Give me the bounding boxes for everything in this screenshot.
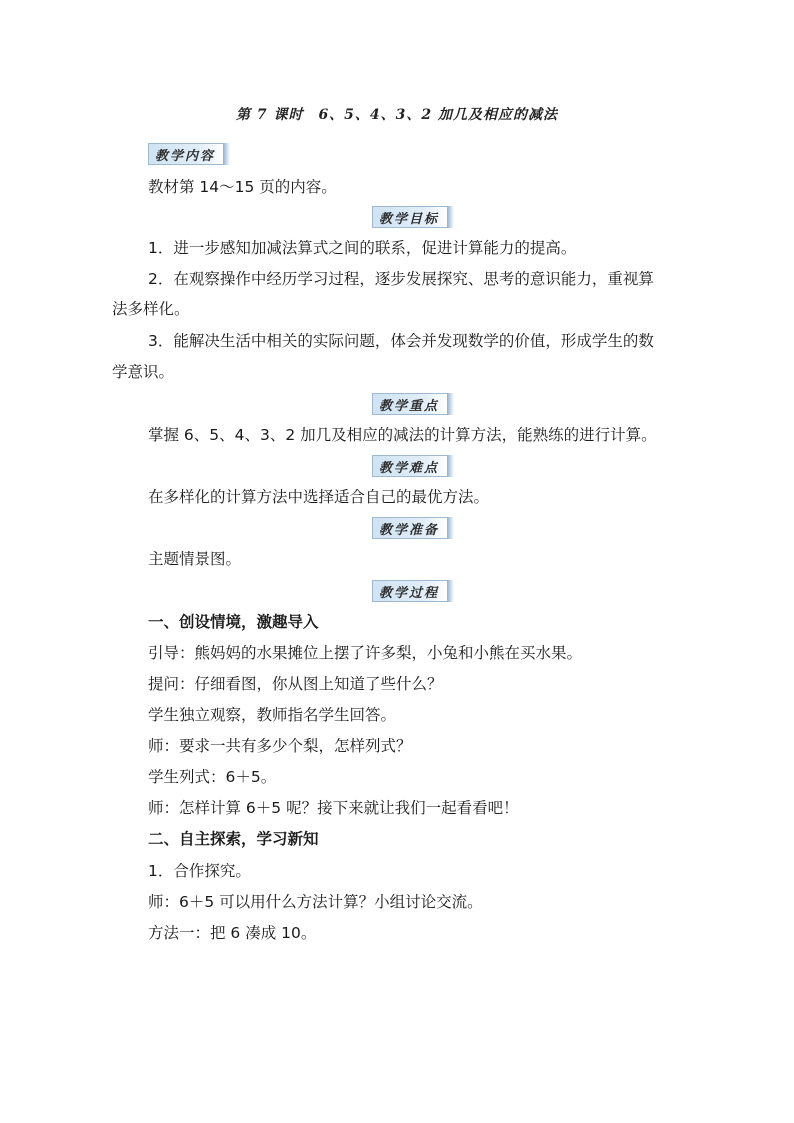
keypoint-text: 掌握 6、5、4、3、2 加几及相应的减法的计算方法，能熟练的进行计算。 — [148, 426, 657, 444]
section-label-keypoint: 教学重点 — [372, 393, 447, 415]
goal-2-line-2: 法多样化。 — [112, 300, 190, 318]
process-line-6: 师：怎样计算 6＋5 呢？接下来就让我们一起看看吧！ — [148, 799, 519, 817]
process-line-4: 师：要求一共有多少个梨，怎样列式？ — [148, 737, 412, 755]
process-line-8: 师：6＋5 可以用什么方法计算？小组讨论交流。 — [148, 893, 483, 911]
content-text: 教材第 14～15 页的内容。 — [148, 178, 337, 196]
process-line-1: 引导：熊妈妈的水果摊位上摆了许多梨，小兔和小熊在买水果。 — [148, 644, 583, 662]
process-line-7: 1．合作探究。 — [148, 862, 251, 880]
goal-3-line-2: 学意识。 — [112, 363, 175, 381]
section-label-process: 教学过程 — [372, 580, 447, 602]
prep-text: 主题情景图。 — [148, 550, 242, 568]
lesson-title: 第 7 课时 6、5、4、3、2 加几及相应的减法 — [235, 107, 559, 123]
process-heading-1: 一、创设情境，激趣导入 — [148, 613, 319, 631]
process-line-3: 学生独立观察，教师指名学生回答。 — [148, 706, 397, 724]
section-label-content: 教学内容 — [148, 143, 223, 165]
process-heading-2: 二、自主探索，学习新知 — [148, 830, 319, 848]
goal-2-line-1: 2．在观察操作中经历学习过程，逐步发展探究、思考的意识能力，重视算 — [148, 270, 654, 288]
difficulty-text: 在多样化的计算方法中选择适合自己的最优方法。 — [148, 488, 490, 506]
process-line-9: 方法一：把 6 凑成 10。 — [148, 924, 317, 942]
process-line-5: 学生列式：6＋5。 — [148, 768, 277, 786]
goal-3-line-1: 3．能解决生活中相关的实际问题，体会并发现数学的价值，形成学生的数 — [148, 332, 654, 350]
section-label-difficulty: 教学难点 — [372, 455, 447, 477]
goal-1: 1．进一步感知加减法算式之间的联系，促进计算能力的提高。 — [148, 239, 577, 257]
section-label-goals: 教学目标 — [372, 206, 447, 228]
process-line-2: 提问：仔细看图，你从图上知道了些什么？ — [148, 675, 443, 693]
section-label-prep: 教学准备 — [372, 517, 447, 539]
